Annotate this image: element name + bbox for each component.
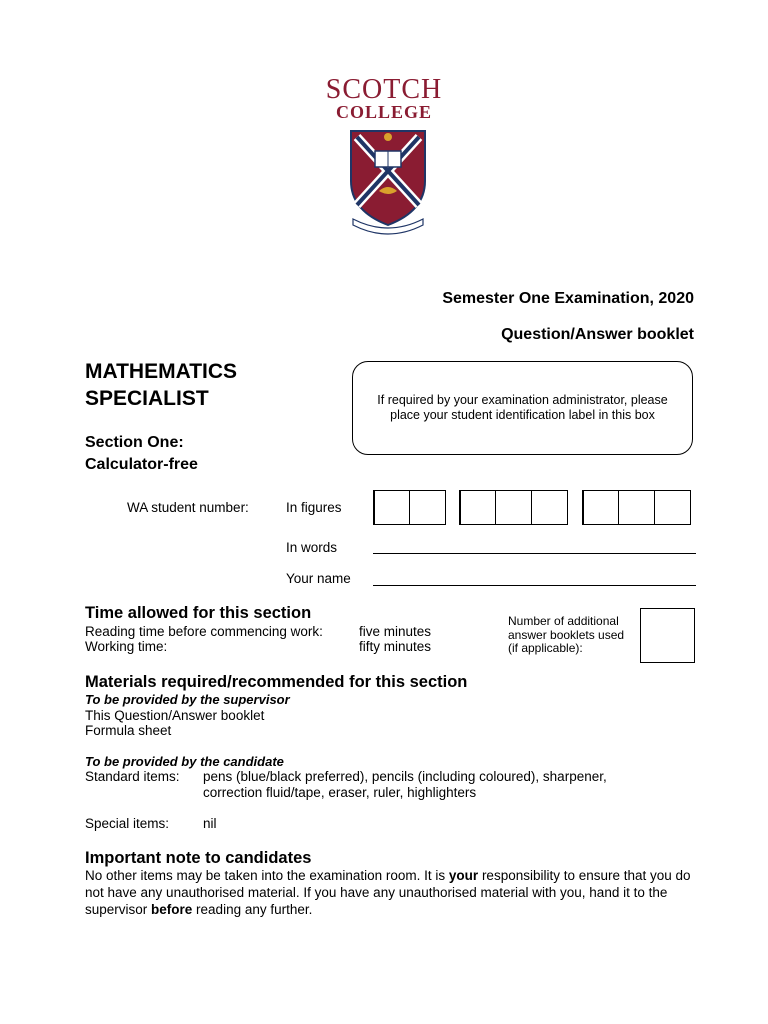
supervisor-item-1: This Question/Answer booklet: [85, 708, 265, 723]
section-line-1: Section One:: [85, 434, 184, 451]
your-name-line[interactable]: [373, 585, 696, 586]
subject-line-2: SPECIALIST: [85, 387, 209, 410]
working-time-label: Working time:: [85, 639, 168, 654]
student-number-group-3[interactable]: [582, 490, 691, 525]
exam-title: Semester One Examination, 2020: [442, 290, 694, 307]
booklet-title: Question/Answer booklet: [501, 326, 694, 343]
student-number-group-1[interactable]: [373, 490, 446, 525]
id-box-text: If required by your examination administrator, please place your student identification label in this box: [377, 393, 668, 422]
note-part-1: No other items may be taken into the examination room. It is: [85, 868, 449, 883]
subject-line-1: MATHEMATICS: [85, 360, 238, 383]
digit-box[interactable]: [531, 490, 568, 525]
important-heading: Important note to candidates: [85, 849, 312, 867]
in-words-label: In words: [286, 540, 338, 555]
your-name-label: Your name: [286, 571, 351, 586]
wa-student-number-label: WA student number:: [127, 500, 249, 515]
additional-booklets-label: Number of additional answer booklets used (if applicable):: [508, 614, 625, 655]
standard-items-label: Standard items:: [85, 769, 180, 784]
supervisor-heading: To be provided by the supervisor: [85, 692, 290, 707]
digit-box[interactable]: [373, 490, 410, 525]
digit-box[interactable]: [459, 490, 496, 525]
reading-time-label: Reading time before commencing work:: [85, 624, 323, 639]
note-part-3: reading any further.: [192, 902, 313, 917]
standard-items-line-2: correction fluid/tape, eraser, ruler, highlighters: [203, 785, 477, 800]
candidate-heading: To be provided by the candidate: [85, 754, 284, 769]
time-heading: Time allowed for this section: [85, 604, 312, 622]
student-id-label-box: [352, 361, 693, 455]
subject-title: [85, 358, 237, 412]
note-emphasis-your: your: [448, 868, 479, 883]
working-time-value: fifty minutes: [359, 639, 432, 654]
digit-box[interactable]: [654, 490, 691, 525]
digit-box[interactable]: [495, 490, 532, 525]
digit-box[interactable]: [409, 490, 446, 525]
important-note-text: [85, 867, 700, 918]
digit-box[interactable]: [582, 490, 619, 525]
supervisor-item-2: Formula sheet: [85, 723, 172, 738]
student-number-group-2[interactable]: [459, 490, 568, 525]
section-line-2: Calculator-free: [85, 456, 198, 473]
section-title: [85, 432, 198, 476]
digit-box[interactable]: [618, 490, 655, 525]
in-figures-label: In figures: [286, 500, 342, 515]
note-part-2: responsibility to ensure that you do not have any unauthorised material. If you have any unauthorised material with you, hand it to the supervisor: [85, 868, 691, 917]
reading-time-value: five minutes: [359, 624, 432, 639]
materials-heading: Materials required/recommended for this section: [85, 673, 468, 691]
standard-items-line-1: pens (blue/black preferred), pencils (including coloured), sharpener,: [203, 769, 607, 784]
school-crest-icon: [343, 125, 433, 235]
in-words-line[interactable]: [373, 553, 696, 554]
note-emphasis-before: before: [151, 902, 193, 917]
logo-subtitle: COLLEGE: [335, 102, 433, 122]
special-items-label: Special items:: [85, 816, 170, 831]
special-items-value: nil: [203, 816, 217, 831]
logo-title: SCOTCH: [325, 74, 443, 105]
additional-booklets-box[interactable]: [640, 608, 695, 663]
